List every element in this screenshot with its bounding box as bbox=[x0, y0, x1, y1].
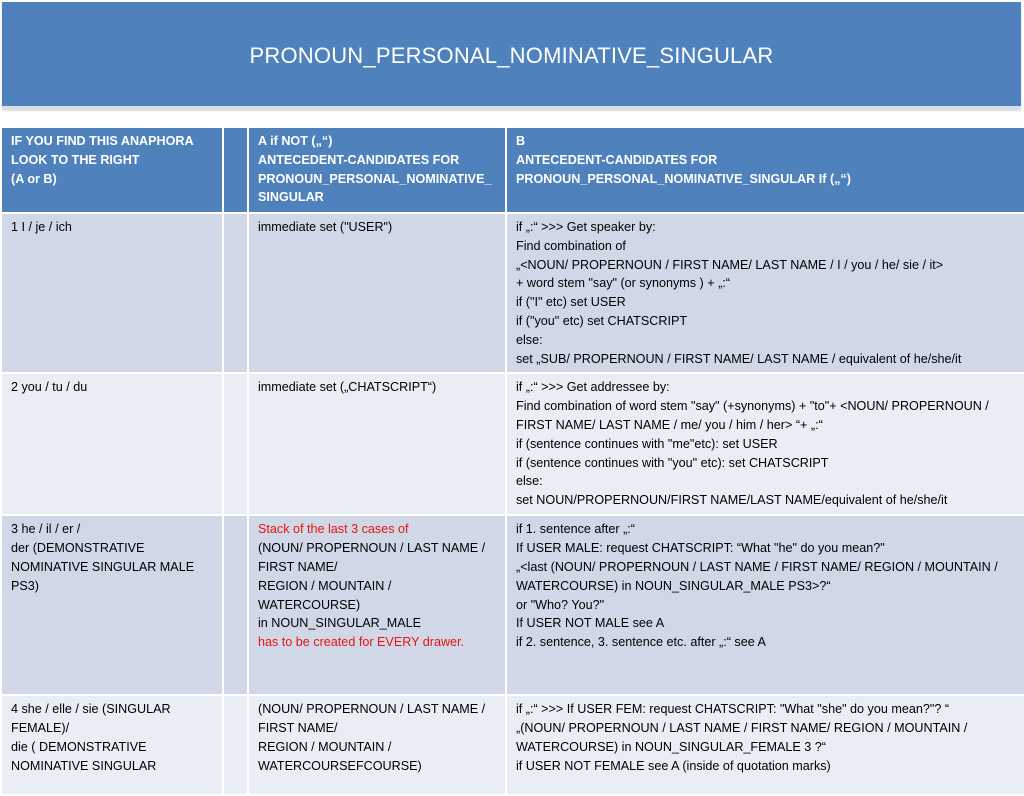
header-text: IF YOU FIND THIS ANAPHORA bbox=[11, 134, 194, 148]
header-text: PRONOUN_PERSONAL_NOMINATIVE_SINGULAR If („“) bbox=[516, 171, 851, 186]
option-a-cell bbox=[248, 213, 506, 373]
header-row bbox=[1, 127, 1024, 213]
header-col-a bbox=[248, 127, 506, 213]
cell-text: or "Who? You?" bbox=[516, 597, 605, 612]
title-bar bbox=[2, 2, 1021, 109]
cell-text: if 1. sentence after „:“ bbox=[516, 522, 635, 537]
table-row bbox=[1, 373, 1024, 515]
header-col-empty bbox=[223, 127, 248, 213]
header-col-b bbox=[506, 127, 1024, 213]
table-row bbox=[1, 515, 1024, 695]
header-text: A if NOT („“) bbox=[258, 134, 333, 148]
highlight-text: Stack of the last 3 cases of bbox=[258, 522, 409, 537]
cell-text: set NOUN/PROPERNOUN/FIRST NAME/LAST NAME/equivalent of he/she/it bbox=[516, 493, 948, 508]
cell-text: Find combination of word stem "say" (+synonyms) + "to"+ <NOUN/ PROPERNOUN / FIRST NAME/ LAST NAME / me/ you / him / her> “+ „:“ bbox=[516, 399, 989, 432]
cell-text: „<last (NOUN/ PROPERNOUN / LAST NAME / FIRST NAME/ REGION / MOUNTAIN / WATERCOURSE) in NOUN_SINGULAR_MALE PS3>?“ bbox=[516, 559, 998, 593]
header-text: (A or B) bbox=[11, 171, 57, 186]
cell-text: else: bbox=[516, 332, 543, 347]
empty-cell bbox=[223, 213, 248, 373]
empty-cell bbox=[223, 695, 248, 795]
option-b-cell bbox=[506, 373, 1024, 515]
anaphora-cell bbox=[1, 373, 223, 515]
page-title: PRONOUN_PERSONAL_NOMINATIVE_SINGULAR bbox=[249, 43, 774, 68]
option-a-cell bbox=[248, 373, 506, 515]
anaphora-cell bbox=[1, 515, 223, 695]
cell-text: (NOUN/ PROPERNOUN / LAST NAME / FIRST NAME/ bbox=[258, 702, 486, 736]
cell-text: „<NOUN/ PROPERNOUN / FIRST NAME/ LAST NAME / I / you / he/ sie / it> bbox=[516, 257, 944, 272]
cell-text: die ( DEMONSTRATIVE NOMINATIVE SINGULAR bbox=[11, 739, 157, 773]
table-row bbox=[1, 213, 1024, 373]
option-a-cell bbox=[248, 515, 506, 695]
cell-text: der (DEMONSTRATIVE NOMINATIVE SINGULAR MALE PS3) bbox=[11, 541, 195, 593]
cell-text: if „:“ >>> If USER FEM: request CHATSCRIPT: "What "she" do you mean?"? “ bbox=[516, 702, 950, 717]
option-b-cell bbox=[506, 213, 1024, 373]
anaphora-cell bbox=[1, 695, 223, 795]
cell-text: if (sentence continues with "me"etc): set USER bbox=[516, 436, 778, 451]
anaphora-table bbox=[0, 126, 1024, 796]
empty-cell bbox=[223, 515, 248, 695]
cell-text: + word stem "say" (or synonyms ) + „:“ bbox=[516, 276, 730, 291]
empty-cell bbox=[223, 373, 248, 515]
cell-text: 2 you / tu / du bbox=[11, 380, 88, 395]
cell-text: immediate set ("USER") bbox=[258, 220, 393, 234]
cell-text: if „:“ >>> Get addressee by: bbox=[516, 380, 670, 395]
header-text: PRONOUN_PERSONAL_NOMINATIVE_SINGULAR bbox=[258, 171, 492, 205]
option-a-cell bbox=[248, 695, 506, 795]
anaphora-cell bbox=[1, 213, 223, 373]
cell-text: Find combination of bbox=[516, 238, 626, 253]
cell-text: REGION / MOUNTAIN / WATERCOURSE) bbox=[258, 578, 392, 612]
cell-text: in NOUN_SINGULAR_MALE bbox=[258, 616, 422, 631]
cell-text: 4 she / elle / sie (SINGULAR FEMALE)/ bbox=[11, 702, 171, 736]
cell-text: if 2. sentence, 3. sentence etc. after „:“ see A bbox=[516, 635, 766, 650]
cell-text: (NOUN/ PROPERNOUN / LAST NAME / FIRST NAME/ bbox=[258, 541, 486, 574]
header-text: ANTECEDENT-CANDIDATES FOR bbox=[516, 152, 718, 167]
cell-text: immediate set („CHATSCRIPT“) bbox=[258, 380, 437, 395]
cell-text: if ("I" etc) set USER bbox=[516, 295, 626, 310]
option-b-cell bbox=[506, 515, 1024, 695]
cell-text: set „SUB/ PROPERNOUN / FIRST NAME/ LAST NAME / equivalent of he/she/it bbox=[516, 351, 962, 366]
option-b-cell bbox=[506, 695, 1024, 795]
cell-text: 1 I / je / ich bbox=[11, 220, 72, 234]
table-row bbox=[1, 695, 1024, 795]
cell-text: If USER NOT MALE see A bbox=[516, 616, 665, 631]
cell-text: if ("you" etc) set CHATSCRIPT bbox=[516, 313, 688, 328]
cell-text: if USER NOT FEMALE see A (inside of quotation marks) bbox=[516, 758, 831, 773]
cell-text: if (sentence continues with "you" etc): set CHATSCRIPT bbox=[516, 455, 829, 470]
header-text: ANTECEDENT-CANDIDATES FOR bbox=[258, 152, 460, 167]
header-text: LOOK TO THE RIGHT bbox=[11, 152, 140, 167]
cell-text: else: bbox=[516, 474, 543, 489]
header-col-anaphora bbox=[1, 127, 223, 213]
cell-text: „(NOUN/ PROPERNOUN / LAST NAME / FIRST NAME/ REGION / MOUNTAIN / WATERCOURSE) in NOUN_SINGULAR_FEMALE 3 ?“ bbox=[516, 721, 968, 754]
header-text: B bbox=[516, 134, 526, 148]
cell-text: 3 he / il / er / bbox=[11, 522, 81, 537]
cell-text: REGION / MOUNTAIN / WATERCOURSEFCOURSE) bbox=[258, 739, 422, 773]
cell-text: If USER MALE: request CHATSCRIPT: “What "he" do you mean?" bbox=[516, 541, 885, 556]
highlight-text: has to be created for EVERY drawer. bbox=[258, 635, 465, 650]
cell-text: if „:“ >>> Get speaker by: bbox=[516, 220, 656, 234]
